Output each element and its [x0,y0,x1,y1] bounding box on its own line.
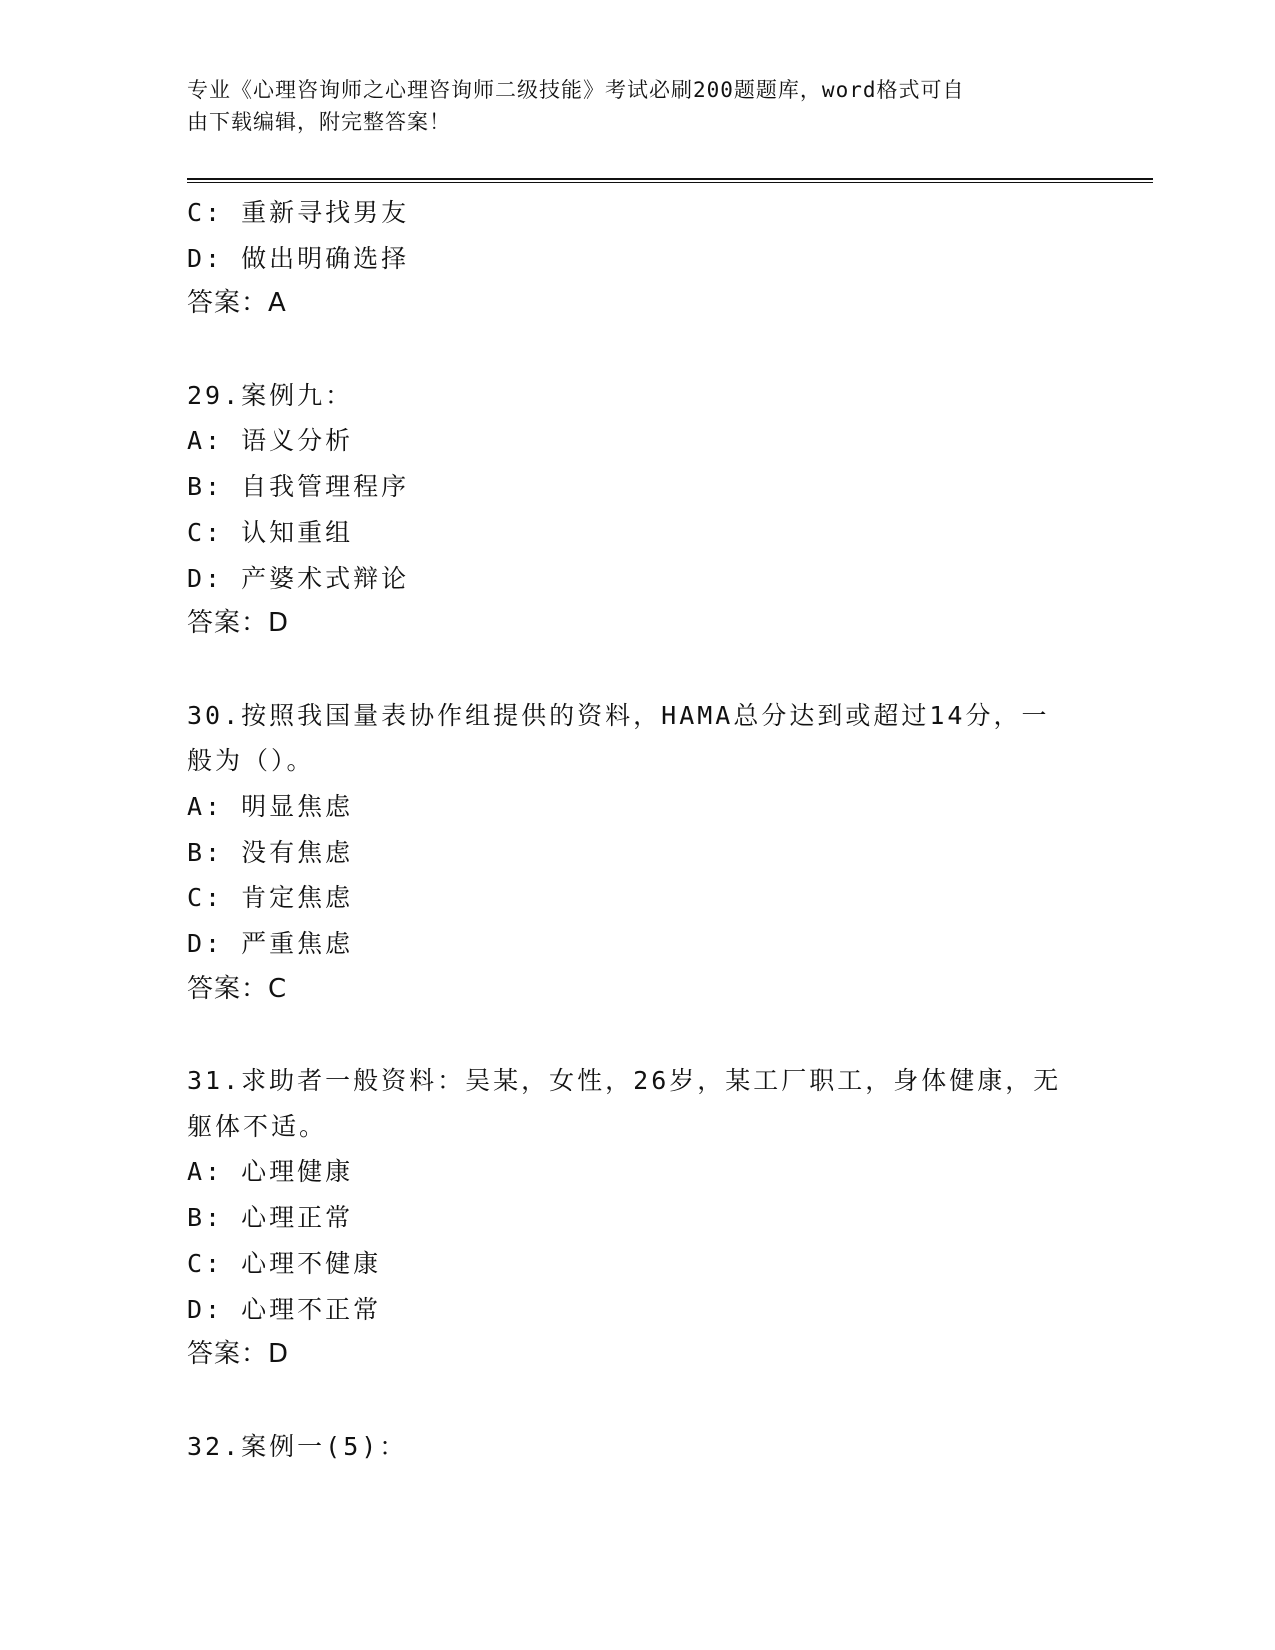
header-divider [187,178,1153,183]
question-stem-line-2: 躯体不适。 [187,1111,328,1141]
answer-text: 答案：C [187,973,288,1004]
question-stem-line-2: 般为（）。 [187,746,315,776]
header-line-1: 专业《心理咨询师之心理咨询师二级技能》考试必刷200题题库，word格式可自 [187,78,965,102]
option-c: C: 重新寻找男友 [187,198,410,227]
option-b: B: 心理正常 [187,1203,354,1233]
document-header [187,74,1087,138]
option-c: C: 心理不健康 [187,1248,382,1278]
spacer [187,1012,1087,1058]
question-stem: 32.案例一(5)： [187,1431,408,1461]
question-stem: 29.案例九： [187,380,354,410]
question-block-29 [187,373,1087,647]
question-list [187,190,1087,1469]
option-d: D: 心理不正常 [187,1294,382,1324]
option-c: C: 认知重组 [187,517,354,547]
option-a: A: 心理健康 [187,1157,354,1187]
spacer [187,1378,1087,1424]
option-d: D: 产婆术式辩论 [187,563,410,593]
option-b: B: 没有焦虑 [187,837,354,867]
option-a: A: 语义分析 [187,426,354,456]
option-c: C: 肯定焦虑 [187,883,354,913]
question-block-31 [187,1058,1087,1378]
question-stem-line-1: 30.按照我国量表协作组提供的资料，HAMA总分达到或超过14分，一 [187,700,1050,730]
answer-text: 答案：A [187,288,287,319]
spacer [187,327,1087,373]
question-block-30 [187,693,1087,1013]
spacer [187,647,1087,693]
question-stem-line-1: 31.求助者一般资料：吴某，女性，26岁，某工厂职工，身体健康，无 [187,1066,1062,1096]
option-d: D: 严重焦虑 [187,929,354,958]
answer-text: 答案：D [187,1339,290,1370]
header-line-2: 由下载编辑，附完整答案！ [187,110,451,134]
question-block-prev [187,190,1087,327]
option-a: A: 明显焦虑 [187,791,354,821]
question-block-32 [187,1424,1087,1470]
option-b: B: 自我管理程序 [187,472,410,502]
option-d: D: 做出明确选择 [187,243,410,273]
answer-text: 答案：D [187,608,290,639]
